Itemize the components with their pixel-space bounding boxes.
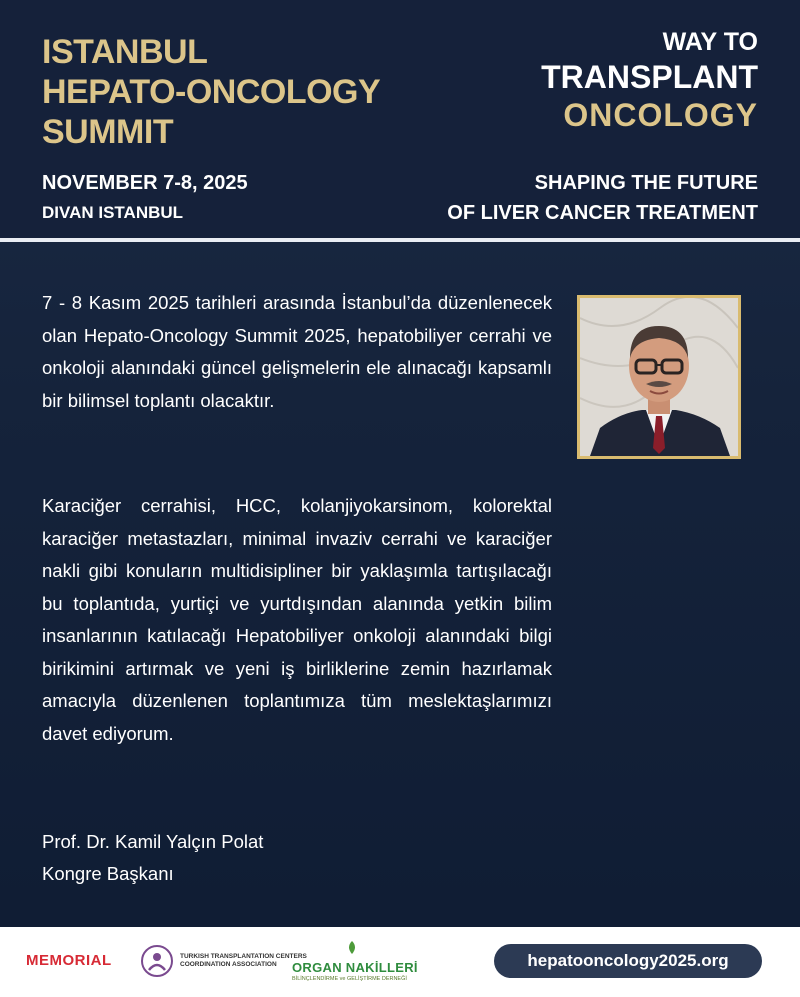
organ-logo-title: ORGAN NAKİLLERİ xyxy=(292,960,418,975)
signature-role: Kongre Başkanı xyxy=(42,863,174,884)
ttc-logo xyxy=(140,944,307,978)
ttc-emblem-icon xyxy=(140,944,174,978)
chairman-portrait xyxy=(577,295,741,459)
summit-title-line: HEPATO-ONCOLOGY xyxy=(42,73,381,111)
theme-line: TRANSPLANT xyxy=(541,59,758,95)
tagline-line: SHAPING THE FUTURE xyxy=(534,172,758,194)
summit-title-line: ISTANBUL xyxy=(42,33,208,71)
summit-title-line: SUMMIT xyxy=(42,113,174,151)
theme-line: WAY TO xyxy=(662,28,758,56)
event-date: NOVEMBER 7-8, 2025 xyxy=(42,172,248,194)
theme-line: ONCOLOGY xyxy=(563,97,758,133)
header xyxy=(0,0,800,238)
header-divider xyxy=(0,238,800,242)
portrait-illustration xyxy=(580,298,738,456)
organ-leaf-icon xyxy=(292,941,402,955)
invitation-paragraph: Karaciğer cerrahisi, HCC, kolanjiyokarsinom, kolorektal karaciğer metastazları, minimal invaziv cerrahi ve karaciğer nakli gibi konuların multidisipliner bir yaklaşımla tartışılacağı bu toplantıda, yurtiçi ve yurtdışından alanında yetkin bilim insanlarının katılacağı Hepatobiliyer onkoloji alanındaki bilgi birikimini artırmak ve yeni iş birliklerine zemin hazırlamak amacıyla düzenlenen toplantımıza tüm meslektaşlarımızı davet ediyorum. xyxy=(42,495,552,744)
website-link[interactable]: hepatooncology2025.org xyxy=(494,944,762,978)
ttc-logo-line: COORDINATION ASSOCIATION xyxy=(180,961,277,968)
memorial-logo: MEMORIAL xyxy=(26,952,112,969)
tagline xyxy=(447,168,758,228)
event-venue: DIVAN ISTANBUL xyxy=(42,203,184,222)
summit-title xyxy=(42,32,380,152)
ttc-logo-line: TURKISH TRANSPLANTATION CENTERS xyxy=(180,953,307,960)
intro-paragraph: 7 - 8 Kasım 2025 tarihleri arasında İstanbul’da düzenlenecek olan Hepato-Oncology Summit 2025, hepatobiliyer cerrahi ve onkoloji alanındaki güncel gelişmelerin ele alınacağı kapsamlı bir bilimsel toplantı olacaktır. xyxy=(42,292,552,411)
signature-name: Prof. Dr. Kamil Yalçın Polat xyxy=(42,831,264,852)
footer xyxy=(0,927,800,997)
organ-logo-subtitle: BİLİNÇLENDİRME ve GELİŞTİRME DERNEĞİ xyxy=(292,976,407,982)
organ-nakilleri-logo xyxy=(292,941,418,982)
theme xyxy=(541,26,758,134)
tagline-line: OF LIVER CANCER TREATMENT xyxy=(447,202,758,224)
